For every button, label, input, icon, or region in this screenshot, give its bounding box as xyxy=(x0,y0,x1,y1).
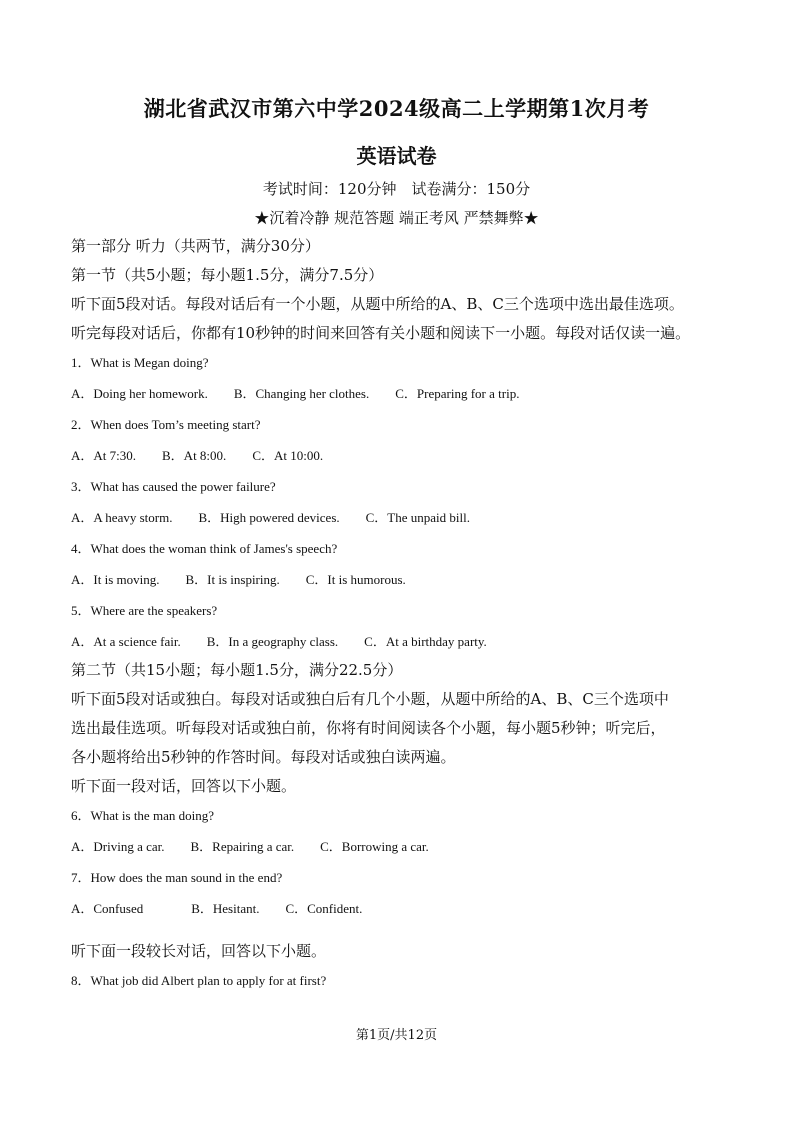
section1-instruction: 听下面5段对话。每段对话后有一个小题，从题中所给的A、B、C三个选项中选出最佳选项。 xyxy=(71,295,684,313)
question-text: 7．How does the man sound in the end? xyxy=(71,870,283,885)
exam-title: 湖北省武汉市第六中学2024级高二上学期第1次月考 xyxy=(143,96,650,121)
section1-instruction: 听完每段对话后，你都有10秒钟的时间来回答有关小题和阅读下一小题。每段对话仅读一遍。 xyxy=(71,324,691,342)
question-options xyxy=(71,509,741,527)
part1-heading: 第一部分 听力（共两节，满分30分） xyxy=(71,237,320,255)
dialogue-intro: 听下面一段对话，回答以下小题。 xyxy=(71,777,297,795)
option-c: C．Confident. xyxy=(285,901,363,916)
spacer xyxy=(71,931,741,941)
option-a: A．A heavy storm. xyxy=(71,510,173,525)
question-text: 3．What has caused the power failure? xyxy=(71,479,276,494)
option-c: C．At 10:00. xyxy=(252,448,324,463)
option-a: A．At 7:30. xyxy=(71,448,137,463)
option-b: B．Changing her clothes. xyxy=(233,386,370,401)
option-c: C．The unpaid bill. xyxy=(365,510,470,525)
question-options xyxy=(71,633,741,651)
question-text: 1．What is Megan doing? xyxy=(71,355,209,370)
question-options xyxy=(71,447,741,465)
section2-instruction: 听下面5段对话或独白。每段对话或独白后有几个小题，从题中所给的A、B、C三个选项中 xyxy=(71,690,669,708)
question-text: 5．Where are the speakers? xyxy=(71,603,218,618)
option-c: C．It is humorous. xyxy=(305,572,406,587)
question-options xyxy=(71,385,741,403)
option-b: B．At 8:00. xyxy=(162,448,227,463)
option-a: A．At a science fair. xyxy=(71,634,181,649)
section2-heading: 第二节（共15小题；每小题1.5分，满分22.5分） xyxy=(71,661,403,679)
question-text: 6．What is the man doing? xyxy=(71,808,214,823)
option-a: A．It is moving. xyxy=(71,572,160,587)
option-a: A．Confused xyxy=(71,901,144,916)
section2-instruction: 选出最佳选项。听每段对话或独白前，你将有时间阅读各个小题，每小题5秒钟；听完后， xyxy=(71,719,666,737)
page-number: 第1页/共12页 xyxy=(355,1028,438,1043)
question-options xyxy=(71,571,741,589)
exam-subtitle: 英语试卷 xyxy=(356,144,437,168)
option-a: A．Doing her homework. xyxy=(71,386,208,401)
question-text: 4．What does the woman think of James's speech? xyxy=(71,541,338,556)
option-c: C．Preparing for a trip. xyxy=(395,386,520,401)
option-c: C．Borrowing a car. xyxy=(320,839,429,854)
exam-body xyxy=(71,236,741,1003)
option-c: C．At a birthday party. xyxy=(364,634,487,649)
exam-info: 考试时间：120分钟 试卷满分：150分 xyxy=(262,180,531,198)
exam-motto: ★沉着冷静 规范答题 端正考风 严禁舞弊★ xyxy=(254,209,539,227)
option-b: B．In a geography class. xyxy=(206,634,339,649)
dialogue-intro: 听下面一段较长对话，回答以下小题。 xyxy=(71,942,327,960)
option-a: A．Driving a car. xyxy=(71,839,165,854)
question-text: 8．What job did Albert plan to apply for at first? xyxy=(71,973,327,988)
option-b: B．Hesitant. xyxy=(191,901,260,916)
option-b: B．It is inspiring. xyxy=(185,572,280,587)
section2-instruction: 各小题将给出5秒钟的作答时间。每段对话或独白读两遍。 xyxy=(71,748,456,766)
option-b: B．High powered devices. xyxy=(198,510,340,525)
option-b: B．Repairing a car. xyxy=(190,839,295,854)
section1-heading: 第一节（共5小题；每小题1.5分，满分7.5分） xyxy=(71,266,384,284)
question-options xyxy=(71,838,741,856)
question-text: 2．When does Tom’s meeting start? xyxy=(71,417,261,432)
question-options xyxy=(71,900,741,918)
